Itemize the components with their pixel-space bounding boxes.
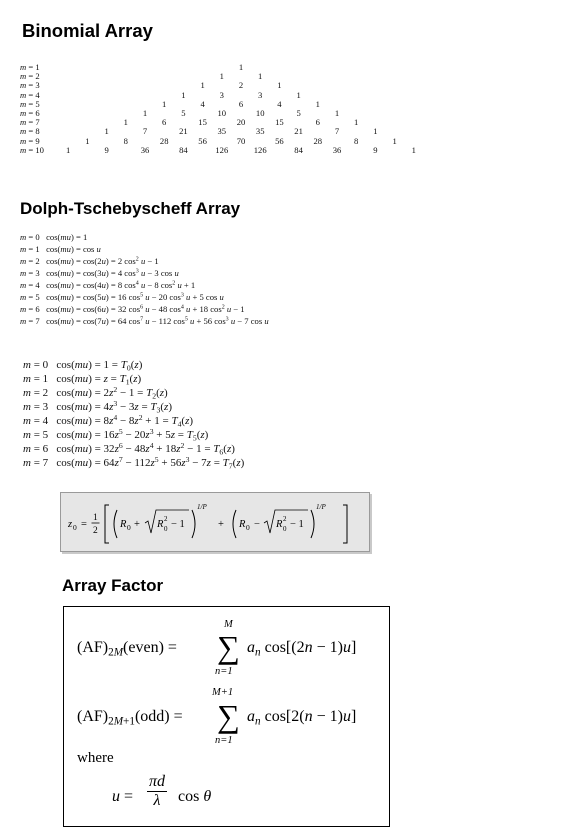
cos-row-0: m = 0 cos(mu) = 1	[20, 232, 88, 242]
binomial-coefficient: 35	[217, 126, 227, 137]
binomial-row-label: m = 8	[20, 126, 40, 137]
binomial-coefficient: 5	[296, 108, 301, 118]
u-def-lhs: u =	[112, 788, 134, 805]
af-even-lower: n=1	[215, 666, 233, 677]
cos-row-2: m = 2 cos(mu) = cos(2u) = 2 $\cos^2 u - 1$	[20, 256, 159, 266]
tcheby-row-5: m = 5 $\cos(mu) = 16z^5 - 20z^3 + 5z = T_5(z)$	[23, 426, 209, 443]
binomial-coefficient: 15	[275, 117, 284, 128]
binomial-coefficient: 70	[236, 135, 246, 146]
binomial-coefficient: 1	[142, 108, 148, 118]
binomial-coefficient: 15	[198, 117, 207, 128]
binomial-row-label: m = 7	[20, 117, 40, 128]
binomial-coefficient: 1	[200, 80, 205, 91]
af-odd-upper: M+1	[212, 687, 234, 698]
cos-row-7: m = 7 cos(mu) = cos(7u) = 64 $\cos^7 u - 112$ $\cos^5 u + 56$ $\cos^3 u - 7$ cos u	[20, 316, 269, 326]
z0-formula-box	[60, 492, 370, 552]
binomial-coefficient: 56	[275, 135, 284, 146]
svg-text:2: 2	[164, 515, 168, 523]
binomial-coefficient: 28	[313, 135, 323, 146]
binomial-coefficient: 1	[66, 144, 71, 155]
binomial-coefficient: 28	[159, 135, 169, 146]
binomial-row-label: m = 3	[20, 80, 40, 91]
binomial-coefficient: 1	[373, 126, 378, 137]
af-even-rhs: $a_n$ cos[(2n − 1)u]	[247, 639, 357, 659]
svg-text:− 1: − 1	[171, 519, 185, 530]
sum-icon: ∑	[217, 629, 240, 665]
binomial-coefficient: 1	[219, 71, 224, 82]
binomial-coefficient: 1	[354, 117, 359, 128]
binomial-coefficient: 3	[219, 89, 224, 100]
svg-text:z: z	[68, 519, 73, 530]
svg-text:+: +	[218, 519, 224, 530]
svg-text:2: 2	[283, 515, 287, 523]
af-even-lhs: $(AF)_{2M}(even)$ =	[77, 639, 177, 659]
array-factor-title: Array Factor	[62, 576, 164, 595]
binomial-row-label: m = 5	[20, 98, 40, 109]
tcheby-row-2: m = 2 $\cos(mu) = 2z^2 - 1 = T_2(z)$	[23, 384, 168, 401]
cos-row-5: m = 5 cos(mu) = cos(5u) = 16 $\cos^5 u - 20$ $\cos^3 u + 5$ cos u	[20, 292, 224, 302]
af-odd-lower: n=1	[215, 735, 233, 746]
binomial-coefficient: 4	[200, 98, 205, 109]
binomial-coefficient: 1	[181, 89, 186, 100]
binomial-coefficient: 21	[179, 126, 188, 137]
binomial-row-label: m = 6	[20, 108, 40, 118]
binomial-coefficient: 1	[258, 71, 263, 82]
binomial-coefficient: 126	[215, 144, 229, 155]
binomial-coefficient: 9	[104, 144, 109, 155]
binomial-coefficient: 1	[334, 108, 340, 118]
af-odd-lhs: $(AF)_{2M+1}(odd)$ =	[77, 708, 183, 728]
svg-text:0: 0	[283, 525, 287, 533]
binomial-coefficient: 20	[236, 117, 246, 128]
z0-formula	[61, 493, 369, 551]
svg-text:1/P: 1/P	[316, 503, 326, 511]
binomial-coefficient: 8	[354, 135, 359, 146]
svg-text:1/P: 1/P	[197, 503, 207, 511]
binomial-title: Binomial Array	[22, 20, 153, 41]
svg-text:2: 2	[93, 526, 98, 536]
svg-text:R: R	[157, 519, 164, 530]
binomial-coefficient: 6	[315, 117, 320, 128]
binomial-coefficient: 1	[123, 117, 128, 128]
cos-row-3: m = 3 cos(mu) = cos(3u) = 4 $\cos^3 u - 3$ cos u	[20, 268, 179, 278]
svg-text:R: R	[276, 519, 283, 530]
af-even-upper: M	[224, 619, 233, 630]
binomial-coefficient: 1	[296, 89, 301, 100]
binomial-row-label: m = 1	[20, 62, 40, 72]
binomial-row-label: m = 9	[20, 135, 40, 146]
svg-text:R: R	[120, 519, 127, 530]
binomial-coefficient: 9	[373, 144, 378, 155]
cos-row-4: m = 4 cos(mu) = cos(4u) = 8 $\cos^4 u - 8$ $\cos^2 u + 1$	[20, 280, 196, 290]
binomial-coefficient: 1	[104, 126, 109, 137]
u-def-fraction: $\frac{\pi d}{\lambda}$	[149, 773, 166, 809]
dolph-title: Dolph-Tschebyscheff Array	[20, 199, 241, 218]
binomial-coefficient: 10	[255, 108, 265, 118]
binomial-coefficient: 10	[217, 108, 227, 118]
tcheby-row-3: m = 3 $\cos(mu) = 4z^3 - 3z = T_3(z)$	[23, 398, 172, 415]
binomial-coefficient: 1	[85, 135, 90, 146]
svg-text:R: R	[239, 519, 246, 530]
binomial-coefficient: 126	[253, 144, 267, 155]
binomial-coefficient: 7	[334, 126, 340, 137]
binomial-coefficient: 36	[140, 144, 150, 155]
svg-text:0: 0	[164, 525, 168, 533]
svg-text:−: −	[254, 519, 260, 530]
binomial-coefficient: 21	[294, 126, 303, 137]
svg-text:=: =	[81, 519, 87, 530]
binomial-coefficient: 1	[315, 98, 320, 109]
sum-icon: ∑	[217, 698, 240, 734]
binomial-row-label: m = 10	[20, 144, 44, 155]
tcheby-row-7: m = 7 $\cos(mu) = 64z^7 - 112z^5 + 56z^3 - 7z = T_7(z)$	[23, 454, 245, 471]
tcheby-row-1: m = 1 $\cos(mu) = z = T_1(z)$	[23, 373, 142, 387]
binomial-coefficient: 35	[255, 126, 265, 137]
tcheby-row-6: m = 6 $\cos(mu) = 32z^6 - 48z^4 + 18z^2 - 1 = T_6(z)$	[23, 440, 235, 457]
binomial-coefficient: 4	[277, 98, 282, 109]
binomial-coefficient: 2	[238, 80, 244, 91]
binomial-coefficient: 84	[294, 144, 303, 155]
where-label: where	[77, 750, 114, 766]
binomial-coefficient: 56	[198, 135, 207, 146]
binomial-coefficient: 3	[258, 89, 263, 100]
u-def-rhs: cos θ	[178, 788, 212, 805]
binomial-coefficient: 6	[238, 98, 244, 109]
af-odd-rhs: $a_n$ cos[2(n − 1)u]	[247, 708, 357, 728]
binomial-coefficient: 6	[162, 117, 167, 128]
binomial-row-label: m = 4	[20, 89, 40, 100]
svg-text:0: 0	[73, 523, 77, 532]
svg-text:1: 1	[93, 513, 98, 523]
tcheby-row-4: m = 4 $\cos(mu) = 8z^4 - 8z^2 + 1 = T_4(z)$	[23, 412, 194, 429]
binomial-coefficient: 84	[179, 144, 188, 155]
binomial-row-label: m = 2	[20, 71, 40, 82]
binomial-coefficient: 8	[123, 135, 128, 146]
cos-row-1: m = 1 cos(mu) = cos u	[20, 244, 101, 254]
array-factor-box	[63, 606, 390, 827]
binomial-coefficient: 1	[238, 62, 244, 72]
binomial-coefficient: 1	[277, 80, 282, 91]
svg-text:0: 0	[246, 523, 250, 532]
binomial-coefficient: 5	[181, 108, 186, 118]
binomial-coefficient: 7	[142, 126, 148, 137]
tcheby-row-0: m = 0 $\cos(mu) = 1 = T_0(z)$	[23, 359, 143, 373]
binomial-coefficient: 36	[332, 144, 342, 155]
svg-text:− 1: − 1	[290, 519, 304, 530]
binomial-coefficient: 1	[411, 144, 416, 155]
binomial-coefficient: 1	[392, 135, 397, 146]
cos-row-6: m = 6 cos(mu) = cos(6u) = 32 $\cos^6 u - 48$ $\cos^4 u + 18$ $\cos^2 u - 1$	[20, 304, 245, 314]
binomial-coefficient: 1	[162, 98, 167, 109]
svg-text:+: +	[134, 519, 140, 530]
svg-text:0: 0	[127, 523, 131, 532]
